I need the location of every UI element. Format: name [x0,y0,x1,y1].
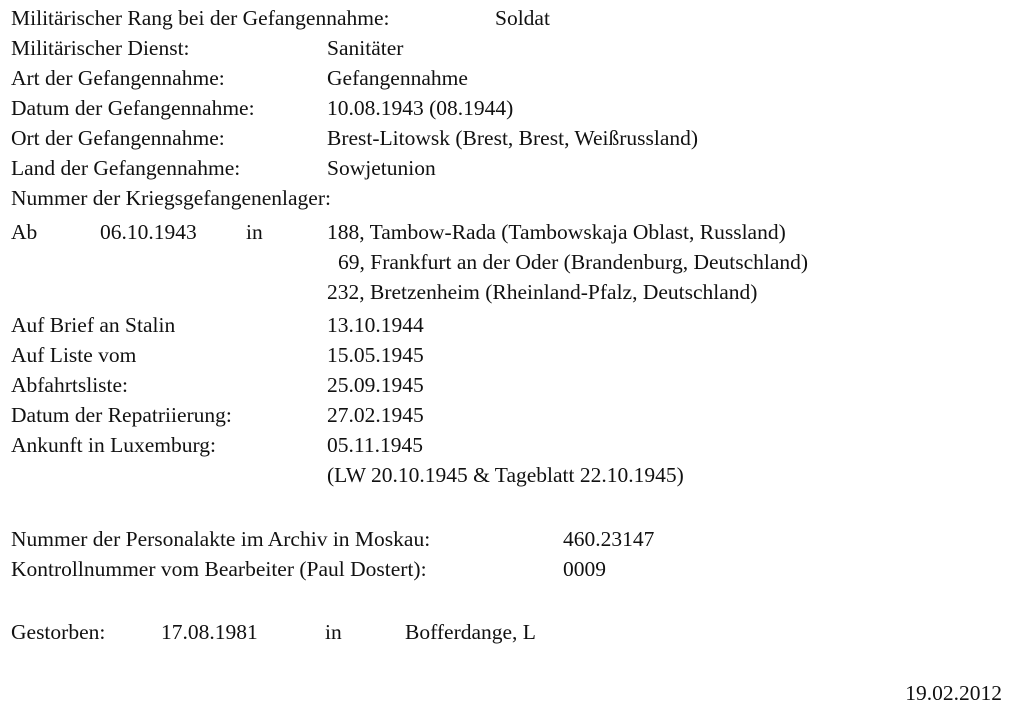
date-value: 27.02.1945 [327,403,424,427]
date-label: Auf Brief an Stalin [11,313,176,337]
field-value: Brest-Litowsk (Brest, Brest, Weißrussland) [327,126,699,150]
field-value: Gefangennahme [327,66,468,90]
field-label: Datum der Gefangennahme: [11,96,255,120]
camps-in-label: in [246,220,263,244]
rank-label: Militärischer Rang bei der Gefangennahme: [11,6,390,30]
archive-value: 460.23147 [563,527,655,551]
date-label: Abfahrtsliste: [11,373,129,397]
archive-label: Kontrollnummer vom Bearbeiter (Paul Dostert): [11,557,427,581]
death-label: Gestorben: [11,620,106,644]
field-value: 10.08.1943 (08.1944) [327,96,514,120]
date-value: 13.10.1944 [327,313,424,337]
camp-entry: 69, Frankfurt an der Oder (Brandenburg, Deutschland) [338,250,809,274]
camps-from-label: Ab [11,220,38,244]
date-label: Auf Liste vom [11,343,137,367]
date-label: Datum der Repatriierung: [11,403,232,427]
field-value: Sanitäter [327,36,404,60]
death-date: 17.08.1981 [161,620,258,644]
field-label: Art der Gefangennahme: [11,66,225,90]
footer-date: 19.02.2012 [905,681,1002,705]
rank-value: Soldat [495,6,550,30]
archive-value: 0009 [563,557,606,581]
camp-entry: 232, Bretzenheim (Rheinland-Pfalz, Deutschland) [327,280,758,304]
date-value: 15.05.1945 [327,343,424,367]
field-value: Sowjetunion [327,156,436,180]
date-value: 05.11.1945 [327,433,423,457]
camps-from-date: 06.10.1943 [100,220,197,244]
archive-label: Nummer der Personalakte im Archiv in Moskau: [11,527,431,551]
date-label: Ankunft in Luxemburg: [11,433,217,457]
date-value: 25.09.1945 [327,373,424,397]
camps-heading: Nummer der Kriegsgefangenenlager: [11,186,331,210]
field-label: Ort der Gefangennahme: [11,126,225,150]
arrival-note: (LW 20.10.1945 & Tageblatt 22.10.1945) [327,463,684,487]
death-in-label: in [325,620,342,644]
field-label: Land der Gefangennahme: [11,156,241,180]
death-place: Bofferdange, L [405,620,536,644]
field-label: Militärischer Dienst: [11,36,190,60]
camp-entry: 188, Tambow-Rada (Tambowskaja Oblast, Russland) [327,220,786,244]
